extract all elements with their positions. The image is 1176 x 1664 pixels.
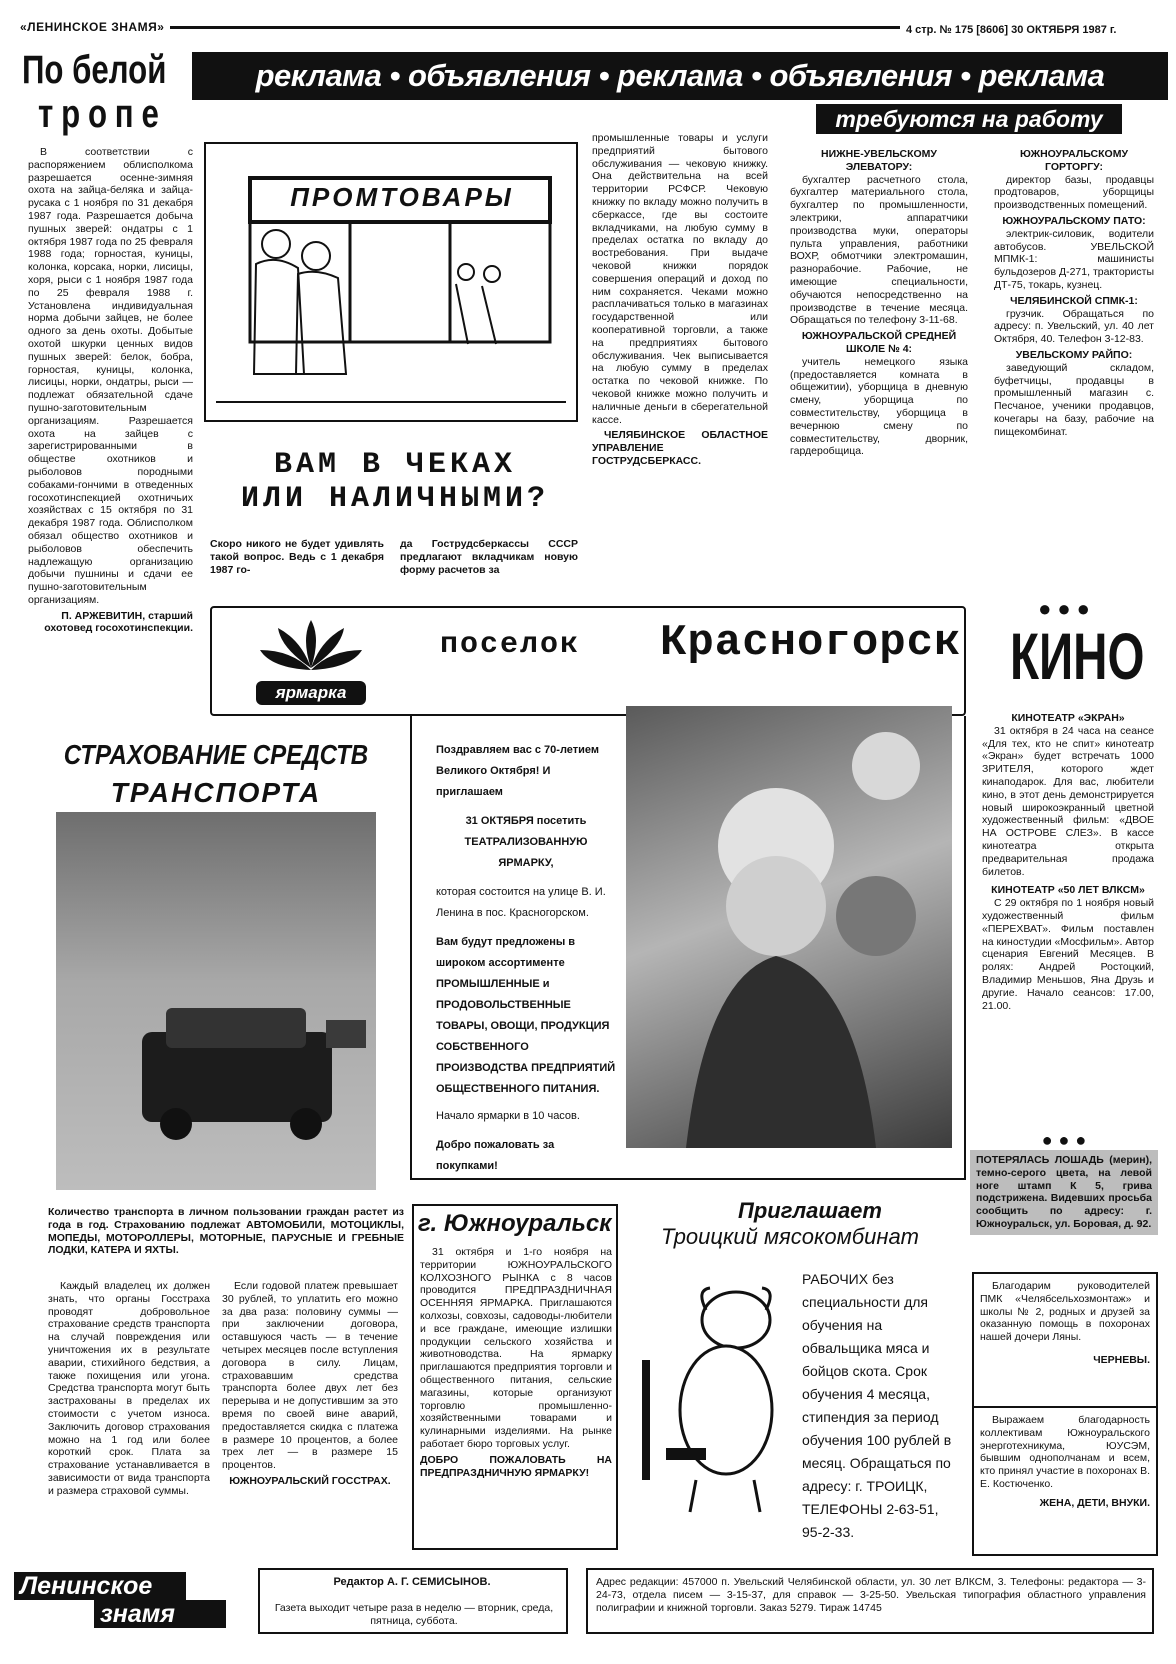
meat-title	[630, 1198, 950, 1250]
fair-photo	[626, 706, 952, 1148]
cheques-title-line2: ИЛИ НАЛИЧНЫМИ?	[240, 482, 550, 516]
kino-cinema1: КИНОТЕАТР «ЭКРАН»	[1011, 712, 1125, 724]
kino-title: КИНО	[1010, 619, 1145, 693]
hunt-body	[28, 146, 193, 638]
fair-logo	[256, 618, 366, 706]
fair-text	[436, 740, 616, 1177]
condolence-signature: ЖЕНА, ДЕТИ, ВНУКИ.	[1039, 1496, 1150, 1509]
insurance-col1-text: Каждый владелец их должен знать, что органы Госстраха проводят добровольное страхование средств транспорта на случай повреждения или уничтожения их в результате аварии, стихийного бедствия, а также похищения или угона. Средства транспорта могут быть застрахованы в пределах их стоимости с учетом износа. Заключить договор страхования можно на 1 год или более короткий срок. Плата за страхование устанавливается в зависимости от вида транспорта и размера страховой суммы.	[48, 1280, 210, 1497]
kino-dots-bottom: ●●●	[1041, 1130, 1093, 1150]
cheques-col3-text: промышленные товары и услуги предприятий бытового обслуживания — чековую книжку. Она действительна на всей территории РСФСР. Чековую книжку по вкладу можно получить в сберкассе, где вы состоите вкладчиками, на любую сумму в пределах остатка по вкладу до востребования. При выдаче чековой книжки порядок совершения операций и доход по ним сохраняется. Чеками можно расплачиваться только в магазинах государственной или кооперативной торговли, а также на предприятиях бытового обслуживания. Чек выписывается на любую сумму в пределах остатка по чековой книжке. По чековой книжке можно получить и наличные деньги в сберегательной кассе.	[592, 132, 768, 426]
jobs-col2	[994, 148, 1154, 442]
fair-welcome: Добро пожаловать за покупками!	[436, 1139, 555, 1172]
bull-cartoon	[636, 1280, 796, 1520]
insurance-title-line2: ТРАНСПОРТА	[110, 777, 322, 808]
fair-goods: Вам будут предложены в широком ассортименте ПРОМЫШЛЕННЫЕ и ПРОДОВОЛЬСТВЕННЫЕ ТОВАРЫ, ОВОЩИ, ПРОДУКЦИЯ СОБСТВЕННОГО ПРОИЗВОДСТВА ПРЕДПРИЯТИЙ ОБЩЕСТВЕННОГО ПИТАНИЯ.	[436, 936, 616, 1095]
jobs-elevator-heading: НИЖНЕ-УВЕЛЬСКОМУ ЭЛЕВАТОРУ:	[821, 148, 937, 173]
jobs-spmk-text: грузчик. Обращаться по адресу: п. Увельский, ул. 40 лет Октября, 40. Телефон 3-12-83.	[994, 307, 1154, 346]
insurance-lead: Количество транспорта в личном пользовании граждан растет из года в год. Страхованию подлежат АВТОМОБИЛИ, МОТОЦИКЛЫ, МОПЕДЫ, МОТОРОЛЛЕРЫ, МОТОРНЫЕ, ПАРУСНЫЕ И ГРЕБНЫЕ ЛОДКИ, КАТЕРА И ЯХТЫ.	[48, 1206, 404, 1257]
jobs-gortorg-heading: ЮЖНОУРАЛЬСКОМУ ГОРТОРГУ:	[1020, 148, 1128, 173]
jobs-raipo-heading: УВЕЛЬСКОМУ РАЙПО:	[1015, 348, 1133, 361]
flower-icon	[256, 618, 366, 674]
insurance-signature: ЮЖНОУРАЛЬСКИЙ ГОССТРАХ.	[229, 1474, 391, 1487]
jobs-raipo-text: заведующий складом, буфетчицы, продавцы в промышленный магазин с. Песчаное, ученики продавцов, кочегары на базу, рабочие на пищекомбинат.	[994, 361, 1154, 438]
footer-address: Адрес редакции: 457000 п. Увельский Челябинской области, ул. 30 лет ВЛКСМ, 3. Телефоны: редактора — 3-24-73, отдела писем — 3-15-37, для справок — 3-25-50. Увельская типография областного управления полиграфии и книжной торговли. Заказ 5279. Тираж 14745	[596, 1576, 1146, 1614]
yuzhno-title: г. Южноуральск	[418, 1210, 612, 1237]
kino-block	[982, 712, 1154, 1015]
masthead-rule	[170, 26, 900, 29]
jobs-gortorg-text: директор базы, продавцы продтоваров, уборщицы производственных помещений.	[994, 173, 1154, 212]
thanks-text: Благодарим руководителей ПМК «Челябсельхозмонтаж» и школы № 2, родных и друзей за оказанную помощь в похоронах нашей дочери Ляны.	[980, 1280, 1150, 1344]
fair-logo-text: ярмарка	[256, 681, 366, 705]
yuzhno-body	[420, 1246, 612, 1482]
cheques-col2: да Гострудсберкассы СССР предлагают вкладчикам новую форму расчетов за	[400, 538, 578, 576]
issue-info: 4 стр. № 175 [8606] 30 ОКТЯБРЯ 1987 г.	[906, 24, 1117, 36]
thanks-divider	[972, 1406, 1158, 1408]
yuzhno-closing: ДОБРО ПОЖАЛОВАТЬ НА ПРЕДПРАЗДНИЧНУЮ ЯРМАРКУ!	[420, 1453, 612, 1479]
hunt-title	[22, 48, 182, 136]
jobs-school-heading: ЮЖНОУРАЛЬСКОЙ СРЕДНЕЙ ШКОЛЕ № 4:	[801, 330, 957, 355]
paper-name: «ЛЕНИНСКОЕ ЗНАМЯ»	[20, 20, 165, 34]
thanks-block	[980, 1280, 1150, 1367]
kino-dots-top: ●●●	[1038, 596, 1096, 621]
footer-editor: Редактор А. Г. СЕМИСЫНОВ.	[333, 1576, 491, 1588]
cheques-cartoon	[204, 142, 578, 422]
footer-logo-line2: знамя	[94, 1600, 226, 1628]
cheques-title-line1: ВАМ В ЧЕКАХ	[273, 448, 517, 482]
kino-cinema2: КИНОТЕАТР «50 ЛЕТ ВЛКСМ»	[991, 884, 1145, 897]
jobs-pato-heading: ЮЖНОУРАЛЬСКОМУ ПАТО:	[1002, 214, 1146, 227]
jobs-spmk-heading: ЧЕЛЯБИНСКОЙ СПМК-1:	[1010, 294, 1138, 307]
hunt-signature: П. АРЖЕВИТИН, старший охотовед госохотинспекции.	[44, 609, 193, 635]
condolence-text: Выражаем благодарность коллективам Южноуральского энерготехникума, ЮУСЭМ, бывшим однополчанам и всем, кто принял участие в похоронах В. Е. Костюченко.	[980, 1414, 1150, 1490]
footer-logo-line1: Ленинское	[14, 1572, 186, 1600]
footer-schedule: Газета выходит четыре раза в неделю — вторник, среда, пятница, суббота.	[274, 1602, 554, 1627]
fair-date: 31 ОКТЯБРЯ посетить ТЕАТРАЛИЗОВАННУЮ ЯРМАРКУ,	[464, 815, 588, 869]
car-in-rain-photo	[56, 812, 376, 1190]
shop-sign: ПРОМТОВАРЫ	[290, 182, 514, 212]
kino-text2: С 29 октября по 1 ноября новый художественный фильм «ПЕРЕХВАТ». Фильм поставлен на киностудии «Мосфильм». Автор сценария Евгений Месяцев. В ролях: Андрей Ростоцкий, Владимир Меньшов, Яна Друзь и другие. Начало сеансов: 17.00, 21.00.	[982, 897, 1155, 1012]
jobs-pato-text: электрик-силовик, водители автобусов. УВЕЛЬСКОЙ МПМК-1: машинисты бульдозеров Д-271, трактористы ДТ-75, токарь, кузнец.	[994, 227, 1154, 291]
meat-body: РАБОЧИХ без специальности для обучения на обвальщика мяса и бойцов скота. Срок обучения 4 месяца, стипендия за период обучения 100 рублей в месяц. Обращаться по адресу: г. ТРОИЦК, ТЕЛЕФОНЫ 2-63-51, 95-2-33.	[802, 1271, 952, 1540]
hunt-title-line1: По белой	[22, 48, 167, 92]
ad-banner: реклама • объявления • реклама • объявления • реклама	[192, 52, 1168, 100]
fair-opening-time: Начало ярмарки в 10 часов.	[436, 1110, 580, 1122]
jobs-banner: требуются на работу	[816, 104, 1122, 134]
jobs-elevator-text: бухгалтер расчетного стола, бухгалтер материального стола, бухгалтер по промышленности, электрики, аппаратчики производства муки, операторы пульта управления, работники ВОХР, обмотчики электромашин, разнорабочие. Рабочие, не имеющие специальности, обучаются непосредственно на производстве в течение месяца. Обращаться по телефону 3-11-68.	[790, 173, 968, 327]
jobs-school-text: учитель немецкого языка (предоставляется комната в общежитии), уборщица в дневную смену, уборщица по совместительству, уборщица в вечернюю смену по совместительству, дворник, гардеробщица.	[790, 355, 968, 458]
jobs-col1	[790, 148, 968, 461]
insurance-title	[36, 736, 396, 812]
kino-text1: 31 октября в 24 часа на сеансе «Для тех, кто не спит» кинотеатр «Экран» будет встречать 1000 ЗРИТЕЛЯ, которого ждет кинаподарок. Для вас, любители кино, в этот день демонстрируется новый широкоэкранный цветной художественный фильм: «ДВОЕ НА ОСТРОВЕ СЛЕЗ». В кассе кинотеатра открыта предварительная продажа билетов.	[982, 724, 1154, 878]
yuzhno-text: 31 октября и 1-го ноября на территории ЮЖНОУРАЛЬСКОГО КОЛХОЗНОГО РЫНКА с 8 часов проводится ПРЕДПРАЗДНИЧНАЯ ОСЕННЯЯ ЯРМАРКА. Приглашаются колхозы, совхозы, садоводы-любители и все граждане, имеющие излишки продукции сельского хозяйства и животноводства. На ярмарку приглашаются предприятия торговли и общественного питания, сельские магазины, которые организуют торговлю промышленно-хозяйственными товарами и кулинарными изделиями. На рынке работает бюро торговых услуг.	[420, 1246, 612, 1450]
fair-greeting: Поздравляем вас с 70-летием Великого Октября! И приглашаем	[436, 744, 600, 798]
thanks-signature: ЧЕРНЕВЫ.	[1093, 1353, 1150, 1366]
meat-title-line2: Троицкий мясокомбинат	[660, 1224, 920, 1249]
fair-settlement-name: Красногорск	[660, 618, 962, 668]
meat-title-line1: Приглашает	[738, 1198, 882, 1223]
cheques-col3	[592, 132, 768, 471]
fair-location: которая состоится на улице В. И. Ленина в пос. Красногорском.	[436, 886, 606, 919]
condolence-block	[980, 1414, 1150, 1510]
hunt-title-line2: тропе	[38, 92, 167, 136]
insurance-photo	[56, 812, 376, 1190]
fair-settlement-word: поселок	[440, 628, 581, 662]
meat-cartoon	[636, 1280, 796, 1520]
cheques-signature: ЧЕЛЯБИНСКОЕ ОБЛАСТНОЕ УПРАВЛЕНИЕ ГОСТРУДСБЕРКАСС.	[592, 429, 768, 467]
cheques-col1: Скоро никого не будет удивлять такой вопрос. Ведь с 1 декабря 1987 го-	[210, 538, 384, 576]
cheques-title	[210, 448, 580, 516]
insurance-col2-text: Если годовой платеж превышает 30 рублей, то уплатить его можно за два раза: половину суммы — при заключении договора, оставшуюся часть — в течение четырех месяцев после вступления договора в силу. Лицам, страховавшим средства транспорта более двух лет без перерыва и не допустившим за это время по своей вине аварий, предоставляется скидка с платежа в размере 10 процентов, а более трех лет — в размере 15 процентов.	[222, 1280, 398, 1472]
insurance-col2	[222, 1280, 398, 1488]
insurance-col1	[48, 1280, 210, 1501]
girl-with-flowers-photo	[626, 706, 952, 1148]
hunt-text: В соответствии с распоряжением облисполкома разрешается осенне-зимняя охота на зайца-беляка и зайца-русака с 1 ноября по 31 декабря 1987 года. Разрешается добыча пушных зверей: ондатры с 1 октября 1987 года по 25 февраля 1988 года; горностая, куницы, колонка, корсака, норки, лисицы, хоря, рыси с 1 ноября 1987 года по 25 февраля 1988 г. Установлена индивидуальная норма добычи зайцев, не более одного за день охоты. Добытые охотой шкурки ценных видов пушных зверей: белок, бобра, горностая, куницы, колонка, лисицы, норки, ондатры, рыси — подлежат обязательной сдаче пушно-заготовительным организациям. Разрешается охота на зайцев с зарегистрированными в обществе охотников и рыболовов породными собаками-гончими в отведенных госохотинспекцией охотничьих хозяйствах с 15 октября по 31 декабря 1987 года. Облисполком обязал общество охотников и рыболовов обеспечить надлежащую организацию добычи пушнины и сдачи ее пушно-заготовительным организациям.	[28, 146, 193, 606]
insurance-title-line1: СТРАХОВАНИЕ СРЕДСТВ	[63, 739, 369, 770]
horse-notice: ПОТЕРЯЛАСЬ ЛОШАДЬ (мерин), темно-серого цвета, на левой ноге штамп К 5, грива подстрижена. Видевших просьба сообщить по адресу: г. Южноуральск, ул. Боровая, д. 92.	[970, 1150, 1158, 1235]
footer-logo	[14, 1572, 244, 1632]
